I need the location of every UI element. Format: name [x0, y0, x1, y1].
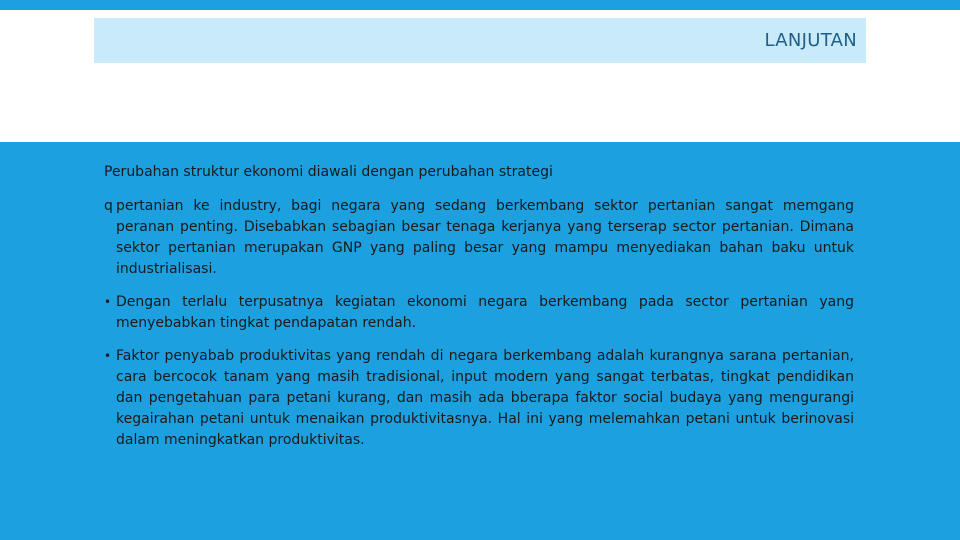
bullet-marker: • [104, 295, 112, 309]
list-item [104, 346, 854, 451]
checkbox-bullet-marker: q [104, 198, 113, 214]
list-item [104, 292, 854, 334]
bullet-marker: • [104, 349, 112, 363]
list-item-text: Faktor penyabab produktivitas yang rendah di negara berkembang adalah kurangnya sarana pertanian, cara bercocok tanam yang masih tradisional, input modern yang sangat terbatas, tingkat pendidikan dan pengetahuan para petani kurang, dan masih ada bberapa faktor social budaya yang mengurangi kegairahan petani untuk menaikan produktivitasnya. Hal ini yang melemahkan petani untuk berinovasi dalam meningkatkan produktivitas. [116, 348, 854, 448]
list-item [104, 196, 854, 280]
slide-body [104, 162, 854, 463]
list-item-text: pertanian ke industry, bagi negara yang sedang berkembang sektor pertanian sangat memgang peranan penting. Disebabkan sebagian besar tenaga kerjanya yang terserap sector pertanian. Dimana sektor pertanian merupakan GNP yang paling besar yang mampu menyediakan bahan baku untuk industrialisasi. [116, 198, 854, 277]
intro-text: Perubahan struktur ekonomi diawali dengan perubahan strategi [104, 164, 553, 180]
slide-title: LANJUTAN [764, 30, 857, 51]
list-item-text: Dengan terlalu terpusatnya kegiatan ekonomi negara berkembang pada sector pertanian yang menyebabkan tingkat pendapatan rendah. [116, 294, 854, 331]
top-accent-strip [0, 0, 960, 10]
title-box [94, 18, 866, 63]
